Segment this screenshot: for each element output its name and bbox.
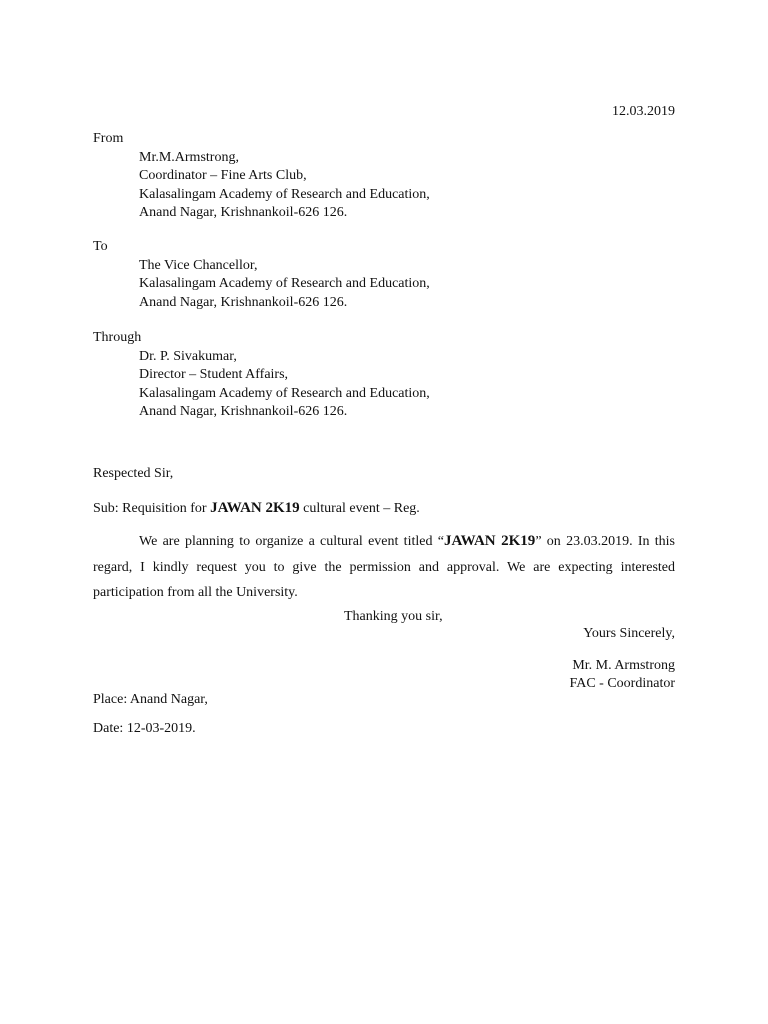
to-line: The Vice Chancellor, [139, 258, 258, 273]
salutation: Respected Sir, [93, 466, 174, 481]
signatory-name: Mr. M. Armstrong [572, 658, 675, 673]
through-line: Dr. P. Sivakumar, [139, 349, 237, 364]
bottom-date-line: Date: 12-03-2019. [93, 721, 196, 736]
to-line: Anand Nagar, Krishnankoil-626 126. [139, 294, 348, 310]
from-address [139, 149, 430, 222]
signatory-title: FAC - Coordinator [569, 676, 675, 691]
place-line: Place: Anand Nagar, [93, 692, 208, 707]
subject-prefix: Sub: Requisition for [93, 501, 211, 516]
subject-suffix: cultural event – Reg. [299, 501, 420, 516]
body-event-name: JAWAN 2K19 [443, 533, 536, 549]
thanking-line: Thanking you sir, [344, 609, 443, 624]
subject-event-name: JAWAN 2K19 [210, 500, 300, 516]
to-address [139, 257, 430, 312]
through-address [139, 348, 430, 421]
body-text-part2: ” on 23.03.2019. In this regard, I kindly request you to give the permission and approval. We are expecting interested participation from all the University. [93, 534, 676, 600]
through-line: Anand Nagar, Krishnankoil-626 126. [139, 403, 348, 419]
through-label: Through [93, 330, 142, 345]
from-line: Kalasalingam Academy of Research and Education, [139, 186, 430, 202]
to-label: To [93, 239, 108, 254]
from-line: Mr.M.Armstrong, [139, 150, 239, 165]
letter-date: 12.03.2019 [612, 104, 675, 119]
body-paragraph [93, 529, 675, 606]
from-label: From [93, 131, 124, 146]
from-line: Anand Nagar, Krishnankoil-626 126. [139, 204, 348, 220]
through-line: Kalasalingam Academy of Research and Education, [139, 385, 430, 401]
through-line: Director – Student Affairs, [139, 367, 289, 383]
body-text-part1: We are planning to organize a cultural event titled “ [139, 534, 444, 549]
subject-line [93, 499, 420, 518]
closing-line: Yours Sincerely, [583, 626, 675, 641]
to-line: Kalasalingam Academy of Research and Education, [139, 276, 430, 292]
from-line: Coordinator – Fine Arts Club, [139, 168, 307, 184]
